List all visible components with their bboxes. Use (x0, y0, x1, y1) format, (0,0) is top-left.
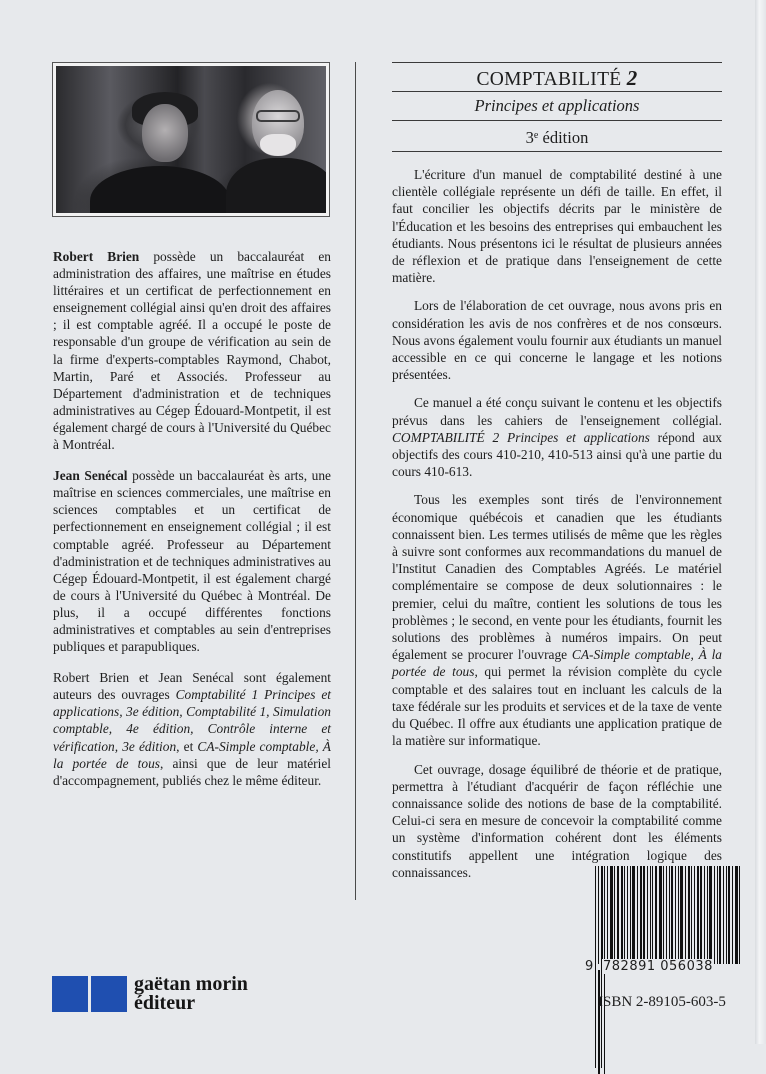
author-name: Robert Brien (53, 249, 140, 264)
barcode-bars (595, 866, 743, 964)
authors-photo-image (56, 66, 326, 213)
book-title (392, 63, 722, 92)
paragraph-text: , qui permet la révision complète du cycle comptable et des salaires tout en incluant les calculs de la taxe fédérale sur les produits et services et de la taxe de vente du Québec. Il offre aux étudiants une application pratique de la matière sur informatique. (392, 664, 722, 749)
title-volume-number: 2 (626, 66, 638, 90)
edition-label: édition (542, 128, 589, 147)
isbn: ISBN 2-89105-603-5 (598, 994, 726, 1010)
author-2-beard (260, 134, 296, 156)
publisher-name-line2: éditeur (134, 992, 196, 1014)
bio-robert-brien (53, 248, 331, 453)
book-subtitle: Principes et applications (392, 92, 722, 121)
logo-square-icon (52, 976, 88, 1012)
book-title-reference: COMPTABILITÉ 2 Principes et applications (392, 429, 650, 445)
author-1-face (142, 104, 188, 162)
author-2-glasses (256, 110, 300, 122)
bio-text: possède un baccalauréat ès arts, une maîtrise en sciences commerciales, une maîtrise en sciences comptables et un certificat de perfectionnement en enseignement collégial ; il est comptable agréé. Professeur au Département d'administration et de techniques administratives au Cégep Édouard-Montpetit, il est également chargé de cours à l'Université du Québec à Montréal. De plus, il a occupé différentes fonctions administratives et comptables au sein d'entreprises publiques et parapubliques. (53, 468, 331, 655)
other-works-intro: Robert Brien et Jean Senécal sont également auteurs des ouvrages (53, 670, 331, 703)
description-paragraph (392, 394, 722, 480)
publisher-name-line1: gaëtan morin (134, 973, 248, 995)
paragraph-text: répond aux objectifs des cours 410-210, 410-513 ainsi qu'à une partie du cours 410-613. (392, 429, 722, 480)
other-works (53, 669, 331, 789)
other-works-title-ca-simple: CA-Simple comptable, À la portée de tous (53, 738, 331, 771)
publisher-logo (52, 975, 248, 1013)
author-2-figure (226, 158, 326, 213)
bio-text: possède un baccalauréat en administration des affaires, une maîtrise en études littéraires et un certificat de perfectionnement en enseignement collégial ainsi qu'en droit des affaires ; il est comptable agréé. Il a occupé le poste de responsable d'un groupe de vérification au sein de la firme d'experts-comptables Raymond, Chabot, Martin, Paré et Associés. Professeur au Département d'administration et de techniques administratives au Cégep Édouard-Montpetit, il est également chargé de cours à l'Université du Québec à Montréal. (53, 249, 331, 453)
other-works-sep: , et (176, 738, 198, 754)
other-works-outro: , ainsi que de leur matériel d'accompagnement, publiés chez le même éditeur. (53, 755, 331, 788)
book-description (392, 166, 722, 881)
edition-number: 3 (525, 128, 534, 147)
description-paragraph: Cet ouvrage, dosage équilibré de théorie et de pratique, permettra à l'étudiant d'acquérir de façon réfléchie une connaissance solide des notions de base de la comptabilité. Celui-ci sera en mesure de concevoir la comptabilité comme un système d'information cohérent dont les éléments constitutifs appellent une intégration logique des connaissances. (392, 761, 722, 880)
title-block (392, 62, 722, 152)
barcode (585, 866, 750, 976)
book-spine-edge (755, 0, 766, 1044)
logo-square-icon (91, 976, 127, 1012)
book-title-reference: CA-Simple comptable, À la portée de tous (392, 647, 723, 680)
publisher-name (134, 975, 248, 1013)
paragraph-text: Tous les exemples sont tirés de l'environnement économique québécois et canadien que les étudiants connaissent bien. Les termes utilisés de même que les règles à suivre sont conformes aux recommandations du manuel de l'Institut Canadien des Comptables Agréés. Le matériel complémentaire se compose de deux solutionnaires : le premier, celui du maître, contient les solutions de tous les problèmes ; le second, en vente pour les étudiants, fournit les solutions des problèmes à numéros impairs. On peut également se procurer l'ouvrage (392, 492, 722, 663)
description-paragraph (392, 491, 722, 749)
title-text: COMPTABILITÉ (476, 69, 622, 90)
other-works-titles: Comptabilité 1 Principes et applications, 3e édition, Comptabilité 1, Simulation comptable, 4e édition, Contrôle interne et vérification, 3e édition (53, 687, 331, 754)
book-edition (392, 121, 722, 152)
description-paragraph: Lors de l'élaboration de cet ouvrage, nous avons pris en considération les avis de nos confrères et de nos consœurs. Nous avons également voulu fournir aux étudiants un manuel accessible en ce qui concerne le langage et les notions présentées. (392, 298, 722, 383)
description-paragraph: L'écriture d'un manuel de comptabilité destiné à une clientèle collégiale représente un défi de taille. En effet, il faut concilier les objectifs décrits par le ministère de l'Éducation et les besoins des entreprises qui embauchent les étudiants. Nous présentons ici le résultat de plusieurs années de réflexion et de pratique dans l'enseignement de cette matière. (392, 167, 722, 286)
author-bios (53, 248, 331, 803)
bio-jean-senecal (53, 467, 331, 655)
barcode-first-digit: 9 (585, 959, 594, 974)
paragraph-text: Ce manuel a été conçu suivant le contenu et les objectifs prévus dans les cahiers de l'enseignement collégial. (392, 395, 722, 428)
authors-photo (52, 62, 330, 217)
author-name: Jean Senécal (53, 468, 128, 484)
description-column (392, 62, 722, 892)
edition-superscript: e (533, 130, 539, 141)
column-divider (355, 62, 356, 900)
barcode-number: 782891 056038 (603, 959, 713, 974)
author-1-figure (90, 166, 230, 213)
